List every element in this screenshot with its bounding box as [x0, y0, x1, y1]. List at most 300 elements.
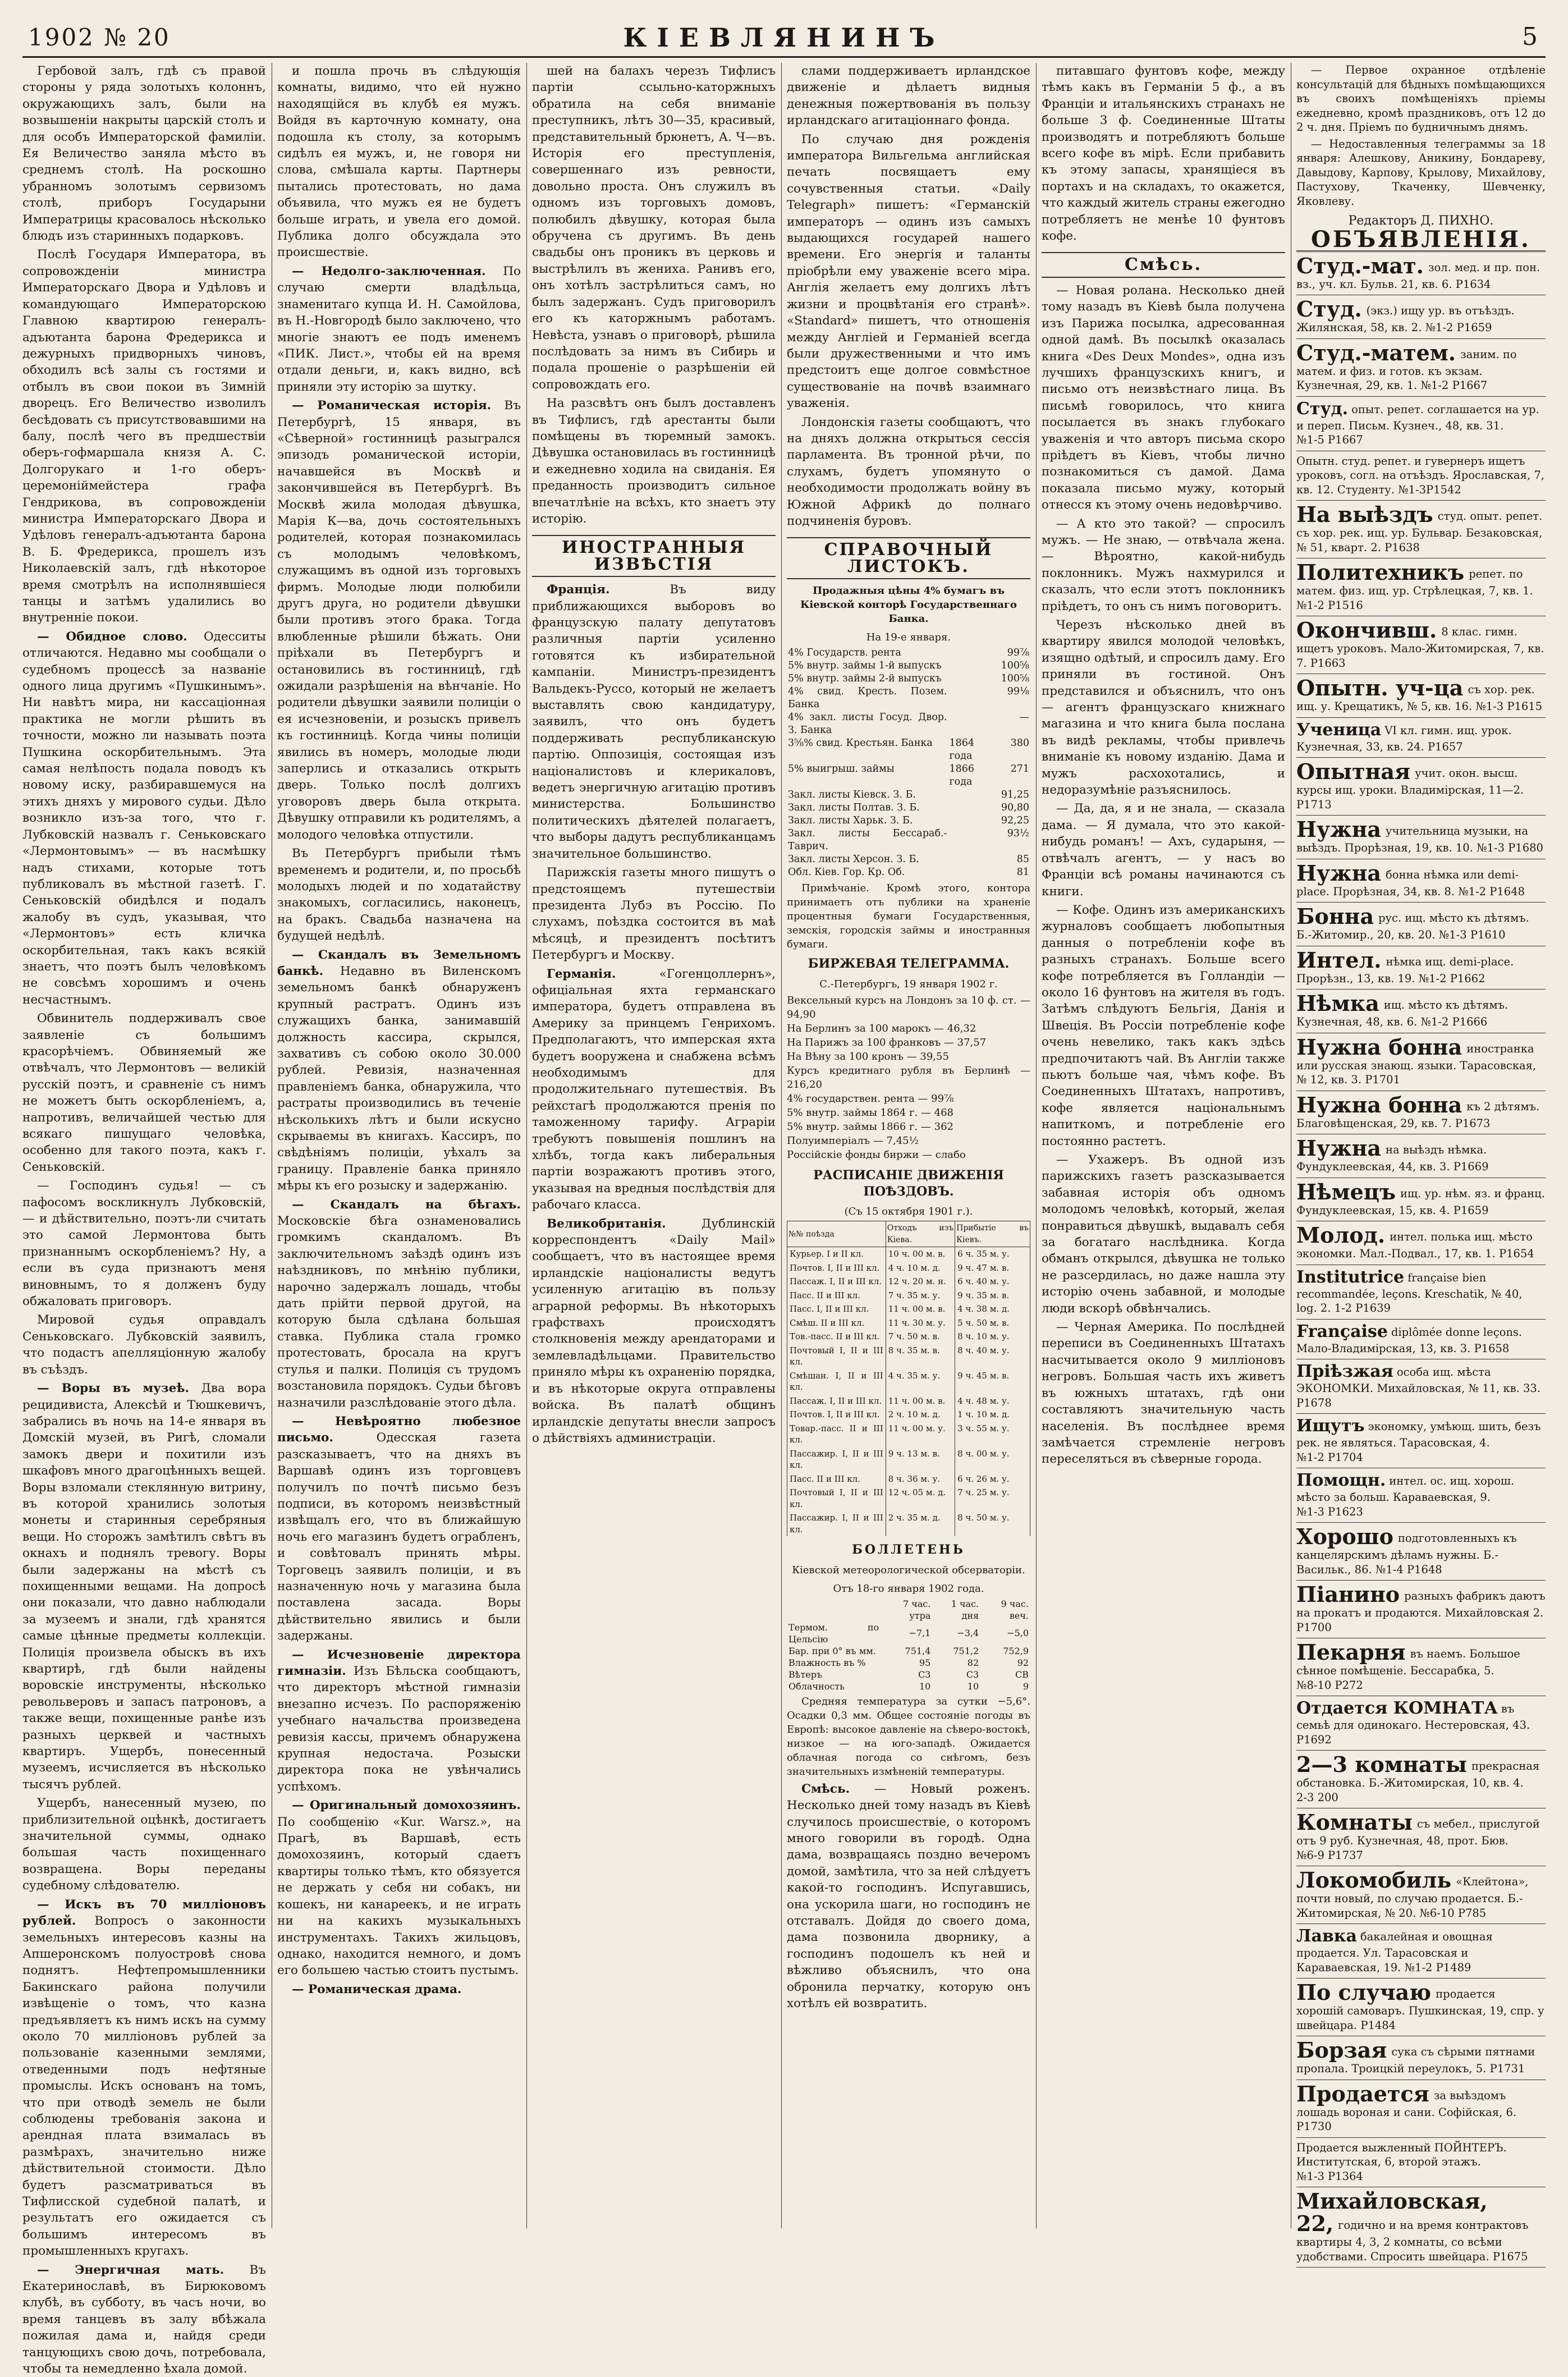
ad-keyword: Нужна [1296, 1135, 1382, 1161]
advertisement [1296, 295, 1546, 339]
advertisement [1296, 558, 1546, 616]
ad-text: ищ. мѣсто къ дѣтямъ. Кузнечная, 48, кв. 6. [1296, 999, 1509, 1029]
rates-note-cell: 1866 года [949, 763, 975, 788]
rates-note-cell [948, 659, 995, 672]
rates-value: — [1019, 712, 1029, 723]
rates-note-cell [948, 647, 995, 659]
exchange-line: Полуимперіалъ — 7,45½ [787, 1134, 919, 1147]
rates-row [787, 711, 1030, 737]
ad-code: Р1654 [1499, 1247, 1534, 1261]
ad-code: №1-3Р1542 [1398, 483, 1461, 496]
article-heading: Смѣсь. [801, 1781, 850, 1796]
article-paragraph: Ущербъ, нанесенный музею, по приблизительной оцѣнкѣ, достигаетъ значительной суммы, однако большая часть похищеннаго возвращена. Воры переданы судебному слѣдователю. [22, 1796, 266, 1893]
ad-keyword: Нужна [1296, 860, 1382, 886]
timetable-row [787, 1394, 1030, 1408]
rates-note-cell [948, 814, 995, 827]
weather-row [787, 1669, 1030, 1680]
rates-name: Закл. листы Харьк. З. Б. [788, 815, 913, 827]
rates-name: 4% закл. листы Госуд. Двор. З. Банка [788, 712, 947, 736]
article-paragraph: На разсвѣтъ онъ былъ доставленъ въ Тифлисъ, гдѣ арестанты были помѣщены въ тюремный замокъ. Дѣвушка остановилась въ гостинницѣ и ежедневно ходила на свиданія. Ея преданность производитъ сильное впечатлѣніе на всѣхъ, кто знаетъ эту исторію. [532, 396, 776, 526]
exchange-telegram-title: БИРЖЕВАЯ ТЕЛЕГРАММА. [808, 956, 1010, 972]
ad-code: Р1701 [1365, 1073, 1400, 1087]
ad-keyword: Борзая [1296, 2037, 1387, 2063]
rates-row [787, 802, 1030, 814]
article-paragraph: Изъ Бѣльска сообщаютъ, что директоръ мѣстной гимназіи внезапно исчезъ. По распоряженію учебнаго начальства произведена ревизія кассы, причемъ обнаружена крупная недостача. Розыски директора пока не увѣнчались успѣхомъ. [277, 1664, 521, 1794]
ad-keyword: Окончивш. [1296, 617, 1437, 643]
timetable-cell: 11 ч. 00 м. у. [886, 1422, 955, 1447]
ad-text: за выѣздомъ лошадь вороная и сани. Софійская, 6. [1296, 2089, 1517, 2119]
column-4 [787, 63, 1030, 2228]
ad-code: Р1675 [1492, 2250, 1528, 2263]
weather-table [787, 1598, 1030, 1692]
column-1 [22, 63, 266, 2376]
article-paragraph: Въ Екатеринославѣ, въ Бирюковомъ клубѣ, въ субботу, въ часъ ночи, во время танцевъ въ залу вбѣжала пожилая дама и, найдя среди танцующихъ свою дочь, потребовала, чтобы та немедленно ѣхала домой. [22, 2262, 266, 2376]
ad-keyword: Нѣмецъ [1296, 1179, 1396, 1204]
timetable-cell: 8 ч. 10 м. у. [955, 1330, 1030, 1344]
section-title-reference: СПРАВОЧНЫЙ ЛИСТОКЪ. [787, 537, 1030, 579]
weather-cell: 92 [1017, 1657, 1029, 1668]
rates-note-cell [948, 711, 995, 737]
ad-code: №1-2 Р1516 [1296, 598, 1363, 612]
rates-note-cell: 1864 года [949, 738, 975, 762]
article-paragraph: — А кто это такой? — спросилъ мужъ. — Не знаю, — отвѣчала жена. — Вѣроятно, какой-нибудь поклонникъ. Мужъ нахмурился и сказалъ, что если этотъ поклонникъ пріѣдетъ, то онъ съ нимъ поговоритъ. [1042, 516, 1285, 613]
exchange-telegram-date: С.-Петербургъ, 19 января 1902 г. [819, 978, 998, 990]
weather-row [787, 1680, 1030, 1692]
column-divider [1036, 63, 1037, 2228]
advertisement [1296, 616, 1546, 674]
advertisement [1296, 1265, 1546, 1320]
advertisement [1296, 946, 1546, 990]
timetable-row [787, 1486, 1030, 1511]
advertisement [1296, 1134, 1546, 1178]
ad-text: подготовленныхъ къ канцелярскимъ дѣламъ нужны. Б.-Васильк., 86. [1296, 1532, 1517, 1576]
ad-code: №1-2 Р1662 [1418, 972, 1486, 985]
timetable-cell: 2 ч. 35 м. д. [886, 1511, 955, 1536]
ad-code: Р1663 [1310, 656, 1346, 670]
ad-text: VI кл. гимн. ищ. урок. Кузнечная, 33, кв. 24. [1296, 723, 1512, 753]
rates-row [787, 672, 1030, 685]
article-paragraph: Мировой судья оправдалъ Сеньковскаго. Лубковскій заявилъ, что подастъ апелляціонную жалобу въ съѣздъ. [22, 1313, 266, 1377]
exchange-line: Вексельный курсъ на Лондонъ за 10 ф. ст. — 94,90 [787, 994, 1030, 1020]
ad-text: française bien recommandée, leçons. Kreschatik, № 40, log. 2. [1296, 1271, 1523, 1315]
rates-table [787, 647, 1030, 879]
article-heading: — Недолго-заключенная. [292, 264, 486, 278]
timetable-cell: Почтовый I, II и III кл. [787, 1344, 886, 1369]
article-heading: — Оригинальный домохозяинъ. [292, 1798, 521, 1813]
rates-row [787, 737, 1030, 763]
ad-text: съ мебел., прислугой отъ 9 руб. Кузнечная, 48, прот. Бюв. [1296, 1817, 1540, 1848]
timetable-title: РАСПИСАНІЕ ДВИЖЕНІЯ ПОѢЗДОВЪ. [813, 1167, 1004, 1199]
article-paragraph: Вопросъ о законности земельныхъ интересовъ казны на Апшеронскомъ полуостровѣ снова поднятъ. Нефтепромышленники Бакинскаго района получили извѣщеніе о томъ, что казна предъявляетъ къ нимъ искъ на сумму около 70 милліоновъ рублей за пользованіе казенными землями, отведенными подъ нефтяные промыслы. Искъ основанъ на томъ, что при отводѣ земель не были соблюдены требованія закона и арендная плата взималась въ размѣрахъ, значительно ниже дѣйствительной стоимости. Дѣло будетъ разсматриваться въ Тифлисской судебной палатѣ, и результатъ его ожидается съ большимъ интересомъ въ промышленныхъ кругахъ. [22, 1914, 266, 2259]
article-paragraph: Гербовой залъ, гдѣ съ правой стороны у ряда золотыхъ колоннъ, окружающихъ залъ, были на возвышеніи накрыты царскій столъ и для особъ Императорской фамиліи. Ея Величество заняла мѣсто въ среднемъ столѣ. На роскошно убранномъ золотымъ сервизомъ столѣ, приборъ Государыни Императрицы красовалось нѣсколько блюдъ изъ старинныхъ подарковъ. [22, 64, 266, 244]
rates-name: 3⅝% свид. Крестьян. Банка [788, 738, 933, 749]
ad-keyword: 2—3 комнаты [1296, 1752, 1467, 1778]
column-3 [532, 63, 776, 2228]
advertisement [1296, 2080, 1546, 2138]
timetable-row [787, 1247, 1030, 1261]
advertisement [1296, 1866, 1546, 1924]
timetable-cell: 8 ч. 35 м. в. [886, 1344, 955, 1369]
ad-keyword: Отдается КОМНАТА [1296, 1698, 1498, 1719]
article-heading: Великобританія. [547, 1216, 666, 1231]
advertisement [1296, 758, 1546, 816]
exchange-line: 4% государствен. рента — 99⅞ [787, 1092, 954, 1105]
timetable-row [787, 1302, 1030, 1316]
article-heading: — Искъ въ 70 милліоновъ рублей. [22, 1897, 266, 1929]
weather-header: 1 час. дня [951, 1598, 979, 1621]
article-paragraph: Два вора рецидивиста, Алексѣй и Тюшкевичъ, забрались въ ночь на 14-е января въ Домскій музей, въ Ригѣ, сломали замокъ двери и похитили изъ шкафовъ много драгоцѣнныхъ вещей. Воры взломали стеклянную витрину, въ которой хранились золотыя монеты и старинныя серебряныя вещи. Но сторожъ замѣтилъ свѣтъ въ окнахъ и поднялъ тревогу. Воры были задержаны на мѣстѣ съ похищенными вещами. На допросѣ они показали, что давно наблюдали за музеемъ и знали, гдѣ хранятся самые цѣнные предметы коллекціи. Полиція произвела обыскъ въ ихъ квартирѣ, гдѣ были найдены воровскіе инструменты, нѣсколько револьверовъ и запасъ патроновъ, а также вещи, похищенные ранѣе изъ разныхъ церквей и частныхъ квартиръ. Ущербъ, понесенный музеемъ, исчисляется въ нѣсколько тысячъ рублей. [22, 1381, 266, 1792]
rates-name: Закл. листы Полтав. З. Б. [788, 802, 920, 814]
timetable-cell: Пассажир. I, II и III кл. [787, 1511, 886, 1536]
rates-note-cell [948, 789, 995, 802]
timetable-cell: 4 ч. 48 м. у. [955, 1394, 1030, 1408]
rates-value: 99⅛ [1007, 686, 1029, 698]
ad-code: Р1678 [1296, 1396, 1332, 1409]
ad-text: иностранка или русская знающ. языки. Тарасовская, № 12, кв. 3. [1296, 1042, 1537, 1087]
timetable-cell: 6 ч. 26 м. у. [955, 1472, 1030, 1486]
article-paragraph: питавшаго фунтовъ кофе, между тѣмъ какъ въ Германіи 5 ф., а въ Франціи и итальянскихъ странахъ не больше 3 ф. Соединенные Штаты производятъ и потребляютъ больше всего кофе въ мірѣ. Если прибавить къ этому запасы, хранящіеся въ портахъ и на складахъ, то окажется, что каждый житель страны ежегодно потребляетъ не менѣе 10 фунтовъ кофе. [1042, 64, 1285, 244]
timetable-cell: Почтов. I, II и III кл. [787, 1261, 886, 1275]
ad-keyword: Ищутъ [1296, 1416, 1365, 1436]
ad-text: къ 2 дѣтямъ. Благовѣщенская, 29, кв. 7. [1296, 1100, 1540, 1130]
timetable-subtitle: (Съ 15 октября 1901 г.). [844, 1206, 973, 1218]
article-paragraph: шей на балахъ черезъ Тифлисъ партіи ссыльно-каторжныхъ обратила на себя вниманіе преступникъ, лѣтъ 30—35, красивый, представительный брюнетъ, А. Ч—въ. Исторія его преступленія, совершеннаго изъ ревности, довольно проста. Онъ служилъ въ одномъ изъ торговыхъ домовъ, полюбилъ дѣвушку, которая была обручена съ другимъ. Въ день свадьбы онъ проникъ въ церковь и выстрѣлилъ въ жениха. Ранивъ его, онъ хотѣлъ застрѣлиться самъ, но былъ задержанъ. Судъ приговорилъ его къ каторжнымъ работамъ. Невѣста, узнавъ о приговорѣ, рѣшила послѣдовать за нимъ въ Сибирь и подала прошеніе о разрѣшеніи ей сопровождать его. [532, 64, 776, 392]
ad-text: опыт. репет. соглашается на ур. и переп. Письм. Кузнеч., 48, кв. 31. [1296, 402, 1539, 432]
advertisement [1296, 1696, 1546, 1751]
timetable-cell: 1 ч. 10 м. д. [955, 1408, 1030, 1422]
notices [1296, 63, 1546, 208]
rates-value: 91,25 [1001, 789, 1029, 801]
rates-value: 85 [1016, 854, 1029, 865]
column-divider [781, 63, 782, 2228]
rates-name: 5% внутр. займы 1-й выпускъ [788, 660, 942, 672]
ad-code: Р1673 [1455, 1116, 1491, 1130]
rates-title: Продажныя цѣны 4% бумагъ въ Кіевской конторѣ Государственнаго Банка. [800, 585, 1017, 625]
ad-keyword: Бонна [1296, 904, 1374, 929]
ad-text: 8 клас. гимн. ищетъ уроковъ. Мало-Житомирская, 7, кв. 7. [1296, 625, 1544, 670]
rates-row [787, 853, 1030, 866]
ad-text: ищ. ур. нѣм. яз. и франц. Фундуклеевская, 15, кв. 4. [1296, 1187, 1545, 1217]
article-paragraph: — Да, да, я и не знала, — сказала дама. — Я думала, что это какой-нибудь романъ! — Ахъ, сударыня, — отвѣчалъ агентъ, — у насъ во Франціи всѣ романы начинаются съ книги. [1042, 802, 1285, 899]
rates-note-cell [948, 853, 995, 866]
timetable-cell: 9 ч. 47 м. в. [955, 1261, 1030, 1275]
ad-text: бонна нѣмка или demi-place. Прорѣзная, 34, кв. 8. [1296, 868, 1519, 898]
weather-cell: С3 [918, 1669, 931, 1680]
article-paragraph: — Новая ролана. Несколько дней тому назадъ въ Кіевѣ была получена изъ Парижа посылка, адресованная одной дамѣ. Въ посылкѣ оказалась книга «Des Deux Mondes», одна изъ лучшихъ французскихъ книгъ, и письмо отъ неизвѣстнаго лица. Въ письмѣ говорилось, что книга посылается въ знакъ глубокаго уваженія и что авторъ письма скоро пріѣдетъ въ Кіевъ, чтобы лично познакомиться съ дамой. Дама показала письмо мужу, который отнесся къ этому очень недовѣрчиво. [1042, 283, 1285, 512]
ad-keyword: Помощн. [1296, 1471, 1386, 1491]
ad-keyword: На выѣздъ [1296, 502, 1433, 528]
timetable-row [787, 1344, 1030, 1369]
ad-keyword: Пріѣзжая [1296, 1362, 1393, 1382]
timetable-cell: 7 ч. 50 м. в. [886, 1330, 955, 1344]
timetable-cell: 7 ч. 25 м. у. [955, 1486, 1030, 1511]
ads-list [1296, 252, 1546, 2268]
timetable-cell: 7 ч. 35 м. у. [886, 1289, 955, 1303]
exchange-line: 5% внутр. займы 1864 г. — 468 [787, 1106, 953, 1119]
column-divider [526, 63, 527, 2228]
article-heading: — Исчезновеніе директора гимназіи. [277, 1647, 521, 1678]
ad-keyword: Піанино [1296, 1582, 1400, 1607]
ad-text: прекрасная обстановка. Б.-Житомирская, 10, кв. 4. [1296, 1760, 1540, 1790]
rates-name: Закл. листы Бессараб.-Таврич. [788, 828, 947, 853]
ad-text: въ семьѣ для одинокаго. Нестеровская, 43. [1296, 1702, 1530, 1732]
timetable-row [787, 1330, 1030, 1344]
rates-row [787, 789, 1030, 802]
timetable-cell: 4 ч. 10 м. д. [886, 1261, 955, 1275]
article-heading: — Обидное слово. [37, 629, 187, 644]
timetable-cell: 9 ч. 35 м. в. [955, 1289, 1030, 1303]
ad-keyword: Ученица [1296, 720, 1382, 740]
notice: — Недоставленныя телеграммы за 18 января: Алешкову, Аникину, Бондареву, Давыдову, Карпову, Крылову, Михайлову, Пастухову, Ткаченку, Шевченку, Яковлеву. [1296, 137, 1546, 208]
rates-name: 5% внутр. займы 2-й выпускъ [788, 673, 942, 685]
ad-text: рус. ищ. мѣсто къ дѣтямъ. Б.-Житомир., 20, кв. 20. [1296, 912, 1529, 942]
ad-text: Продается выжленный ПОЙНТЕРЪ. Институтская, 6, второй этажъ. [1296, 2141, 1507, 2169]
timetable-cell: Смѣш. II и III кл. [787, 1316, 886, 1330]
article-heading: Франція. [547, 583, 610, 597]
timetable-cell: Пассажир. I, II и III кл. [787, 1447, 886, 1472]
advertisement [1296, 1359, 1546, 1414]
ad-code: Р1730 [1296, 2120, 1332, 2133]
article-heading: — Романическая драма. [292, 1982, 462, 1996]
timetable-row [787, 1472, 1030, 1486]
ad-code: №1-2 Р1659 [1425, 321, 1492, 335]
article-paragraph: Въ Петербургъ прибыли тѣмъ временемъ и родители, и, по просьбѣ молодыхъ людей и по ходатайству знакомыхъ, согласились, наконецъ, на бракъ. Свадьба назначена на будущей недѣлѣ. [277, 846, 521, 944]
rates-name: Обл. Кіев. Гор. Кр. Об. [788, 867, 905, 878]
rates-row [787, 814, 1030, 827]
advertisement [1296, 1033, 1546, 1091]
ad-code: Р1657 [1427, 740, 1463, 753]
rates-note-cell [948, 685, 995, 711]
weather-row [787, 1622, 1030, 1645]
article-paragraph: Черезъ нѣсколько дней въ квартиру явился молодой человѣкъ, изящно одѣтый, и спросилъ даму. Его приняли въ гостиной. Онъ представился и объяснилъ, что онъ — агентъ французскаго книжнаго магазина и что книга была послана въ видѣ рекламы, чтобы привлечь вниманіе къ новому изданію. Дама и мужъ расхохотались, и недоразумѣніе разъяснилось. [1042, 618, 1285, 798]
timetable-cell: 2 ч. 10 м. д. [886, 1408, 955, 1422]
weather-cell: СВ [1015, 1669, 1029, 1680]
advertisement [1296, 1808, 1546, 1866]
exchange-line: Курсъ кредитнаго рубля въ Берлинѣ — 216,20 [787, 1064, 1030, 1091]
rates-note-cell [948, 827, 995, 853]
ad-keyword: Опытная [1296, 759, 1411, 785]
ad-text: заним. по матем. и физ. и готов. къ экзам. Кузнечная, 29, кв. 1. [1296, 347, 1517, 392]
timetable-cell: 6 ч. 35 м. у. [955, 1247, 1030, 1261]
notice: — Первое охранное отдѣленіе консультацій для бѣдныхъ помѣщающихся въ своихъ помѣщеніяхъ пріемы ежедневно, кромѣ праздниковъ, отъ 12 до 2 ч. дня. Пріемъ по будничнымъ днямъ. [1296, 63, 1546, 134]
timetable-cell: 3 ч. 55 м. у. [955, 1422, 1030, 1447]
weather-cell: Влажность въ % [788, 1657, 866, 1668]
advertisement [1296, 1091, 1546, 1135]
article-heading: — Воры въ музеѣ. [37, 1381, 189, 1396]
ad-keyword: Лавка [1296, 1926, 1357, 1947]
weather-row [787, 1645, 1030, 1657]
rates-row [787, 659, 1030, 672]
rates-note-cell [948, 802, 995, 814]
ad-text: студ. опыт. репет. съ хор. рек. ищ. ур. Бульвар. Безаковская, № 51, кварт. 2. [1296, 510, 1543, 554]
ad-keyword: Опытн. уч-ца [1296, 675, 1464, 701]
ad-keyword: Institutrice [1296, 1267, 1405, 1287]
ad-keyword: Студ. [1296, 399, 1349, 419]
weather-cell: Термом. по Цельсію [788, 1622, 879, 1645]
timetable-cell: 8 ч. 40 м. у. [955, 1344, 1030, 1369]
train-timetable [787, 1221, 1030, 1536]
timetable-row [787, 1289, 1030, 1303]
advertisement [1296, 2036, 1546, 2080]
ad-code: Р1658 [1474, 1341, 1510, 1355]
timetable-row [787, 1316, 1030, 1330]
article-paragraph: Одесская газета разсказываетъ, что на дняхъ въ Варшавѣ одинъ изъ торговцевъ получилъ по почтѣ письмо безъ подписи, въ которомъ неизвѣстный извѣщалъ его, что въ ближайшую ночь его магазинъ будетъ ограбленъ, и совѣтовалъ принять мѣры. Торговецъ заявилъ полиціи, и въ назначенную ночь у магазина была поставлена засада. Воры дѣйствительно явились и были задержаны. [277, 1431, 521, 1643]
timetable-cell: Пасс. II и III кл. [787, 1289, 886, 1303]
advertisement [1296, 1221, 1546, 1265]
article-heading: — Скандалъ на бѣгахъ. [292, 1197, 521, 1212]
weather-cell: 82 [967, 1657, 979, 1668]
article-paragraph: — Ухажеръ. Въ одной изъ парижскихъ газетъ разсказывается забавная исторія объ одномъ молодомъ человѣкѣ, который, желая понравиться дѣвушкѣ, выдавалъ себя за богатаго наслѣдника. Когда обманъ открылся, дѣвушка не только не разсердилась, но даже нашла эту исторію очень забавной, и молодые люди вскорѣ обвѣнчались. [1042, 1153, 1285, 1316]
ad-text: (экз.) ищу ур. въ отъѣздъ. Жилянская, 58, кв. 2. [1296, 304, 1515, 335]
rates-value: 100⅝ [1001, 673, 1029, 685]
timetable-cell: Почтовый I, II и III кл. [787, 1486, 886, 1511]
ad-text: бакалейная и овощная продается. Ул. Тарасовская и Караваевская, 19. [1296, 1930, 1493, 1974]
exchange-line: На Парижъ за 100 франковъ — 37,57 [787, 1036, 987, 1048]
timetable-header: Прибытіе въ Кіевъ. [955, 1221, 1030, 1247]
timetable-cell: 11 ч. 00 м. в. [886, 1302, 955, 1316]
timetable-cell: 6 ч. 40 м. у. [955, 1275, 1030, 1289]
section-title-miscellany: Смѣсь. [1042, 252, 1285, 277]
weather-cell: 751,4 [905, 1645, 931, 1656]
ad-code: №1-3 Р1623 [1296, 1505, 1363, 1518]
advertisement [1296, 674, 1546, 718]
ad-text: учительница музыки, на выѣздъ. Прорѣзная, 19, кв. 10. [1296, 825, 1529, 855]
ad-code: Р1731 [1489, 2062, 1525, 2076]
ad-code: №6-9 Р1737 [1296, 1848, 1363, 1862]
bulletin-subtitle: Кіевской метеорологической обсерваторіи. [792, 1564, 1025, 1576]
rates-name: 5% выигрыш. займы [788, 763, 895, 775]
advertisement [1296, 1751, 1546, 1808]
timetable-header: №№ поѣзда [787, 1221, 886, 1247]
rates-row [787, 827, 1030, 853]
ad-code: 2-3 200 [1296, 1790, 1338, 1804]
article-heading: Германія. [547, 967, 616, 981]
advertisement [1296, 1523, 1546, 1581]
timetable-cell: 9 ч. 13 м. в. [886, 1447, 955, 1472]
timetable-cell: Почтов. I, II и III кл. [787, 1408, 886, 1422]
ad-code: №1-5 Р1667 [1296, 433, 1363, 447]
ad-text: учит. окон. высш. курсы ищ. уроки. Владимірская, 11—2. [1296, 767, 1524, 797]
article-paragraph: — Господинъ судья! — съ пафосомъ воскликнулъ Лубковскій, — и дѣйствительно, поэтъ-ли считать это самой Лермонтова быть признаннымъ оскорбленіемъ? Ну, а если въ суда признаютъ меня виновнымъ, то я долженъ буду обжаловать приговоръ. [22, 1179, 266, 1309]
ad-text: Опытн. студ. репет. и гувернеръ ищетъ уроковъ, согл. на отъѣздъ. Ярославская, 7, кв. 12. Студенту. [1296, 454, 1544, 496]
article-paragraph: Одесситы отличаются. Недавно мы сообщали о судебномъ процессѣ за названіе одного лица другимъ «Пушкинымъ». Ни навѣтъ мира, ни кассаціонная практика не могли рѣшить въ точности, можно ли называть поэта Пушкина оскорбительнымъ. Эта самая нелѣпость подала поводъ къ новому иску, разбиравшемуся на этихъ дняхъ у мирового судьи. Дѣло возникло изъ-за того, что г. Лубковскій назвалъ г. Сеньковскаго «Лермонтовымъ» — въ насмѣшку надъ стихами, которые тотъ публиковалъ въ мѣстной газетѣ. Г. Сеньковскій обидѣлся и подалъ жалобу въ судъ, указывая, что «Лермонтовъ» есть кличка оскорбительная, такъ какъ всякій знаетъ, что поэтъ былъ человѣкомъ не совсѣмъ хорошимъ и очень несчастнымъ. [22, 629, 266, 1007]
rates-name: Закл. листы Кіевск. З. Б. [788, 789, 916, 801]
timetable-row [787, 1447, 1030, 1472]
rates-row [787, 866, 1030, 879]
ad-code: Р1484 [1360, 2018, 1396, 2032]
weather-cell: −7,1 [909, 1628, 931, 1639]
ad-keyword: Михайловская, 22, [1296, 2188, 1488, 2237]
ad-code: Р1638 [1384, 541, 1420, 554]
ad-code: 1-2 Р1639 [1334, 1302, 1391, 1315]
weather-cell: 95 [919, 1657, 931, 1668]
ad-text: съ хор. рек. ищ. у. Крещатикъ, № 5, кв. 16. [1296, 683, 1535, 713]
ad-code: №1-2 Р1667 [1420, 379, 1488, 392]
editor-line: Редакторъ Д. ПИХНО. [1348, 214, 1494, 228]
weather-cell: 751,2 [953, 1645, 979, 1656]
advertisement [1296, 1581, 1546, 1638]
ad-code: №1-2 Р1489 [1404, 1961, 1471, 1974]
ad-code: №1-3 Р1610 [1438, 928, 1506, 942]
article-paragraph: Послѣ Государя Императора, въ сопровожденіи министра Императорскаго Двора и Удѣловъ и командующаго Императорскою Главною квартирою генералъ-адъютанта барона Фредерикса и дежурныхъ придворныхъ чиновъ, обходилъ всѣ залы съ гостями и отбылъ въ свои покои въ Зимній дворецъ. Его Величество изволилъ бесѣдовать съ присутствовавшими на балу, послѣ чего въ предшествіи оберъ-гофмаршала князя А. С. Долгорукаго и 1-го оберъ-церемоніймейстера графа Гендрикова, въ сопровожденіи министра Императорскаго Двора и Удѣловъ генералъ-адъютанта барона В. Б. Фредерикса, прошелъ изъ Николаевскій залъ, гдѣ нѣкоторое время смотрѣлъ на исполнявшіеся танцы и затѣмъ удалились во внутренніе покои. [22, 248, 266, 625]
timetable-cell: 11 ч. 30 м. у. [886, 1316, 955, 1330]
timetable-cell: Пассаж. I, II и III кл. [787, 1275, 886, 1289]
timetable-cell: 4 ч. 35 м. у. [886, 1369, 955, 1394]
rates-value: 271 [1010, 763, 1029, 775]
rates-row [787, 647, 1030, 659]
ad-code: №1-3 Р1680 [1477, 841, 1543, 855]
timetable-cell: 8 ч. 36 м. у. [886, 1472, 955, 1486]
weather-header [787, 1598, 881, 1622]
ad-text: diplômée donne leçons. Мало-Владимірская, 13, кв. 3. [1296, 1325, 1523, 1355]
column-6-advertisements [1296, 63, 1546, 2263]
timetable-cell: Товар.-пасс. II и III кл. [787, 1422, 886, 1447]
exchange-line: Россійскіе фонды биржи — слабо [787, 1148, 966, 1161]
timetable-cell: 4 ч. 38 м. д. [955, 1302, 1030, 1316]
timetable-cell: 12 ч. 20 м. н. [886, 1275, 955, 1289]
advertisement [1296, 1638, 1546, 1696]
advertisement [1296, 451, 1546, 501]
article-paragraph: Парижскія газеты много пишутъ о предстоящемъ путешествіи президента Лубэ въ Россію. По слухамъ, поѣздка состоится въ маѣ мѣсяцѣ, и президентъ посѣтитъ Петербургъ и Москву. [532, 865, 776, 963]
ad-keyword: Комнаты [1296, 1810, 1413, 1835]
ad-code: №1-4 Р1648 [1375, 1563, 1442, 1576]
advertisement [1296, 903, 1546, 946]
ad-code: Р1713 [1296, 798, 1332, 811]
exchange-telegram-list [787, 993, 1030, 1162]
ad-text: интел. полька ищ. мѣсто экономки. Мал.-Подвал., 17, кв. 1. [1296, 1230, 1533, 1261]
timetable-cell: Пасс. I, II и III кл. [787, 1302, 886, 1316]
rates-value: 93½ [1007, 828, 1029, 840]
ad-text: особа ищ. мѣста ЭКОНОМКИ. Михайловская, № 11, кв. 33. [1296, 1366, 1541, 1395]
ad-text: интел. ос. ищ. хорош. мѣсто за больш. Караваевская, 9. [1296, 1474, 1515, 1504]
ad-text: сука съ сѣрыми пятнами пропала. Троицкій переулокъ, 5. [1296, 2045, 1535, 2076]
exchange-line: На Берлинъ за 100 марокъ — 46,32 [787, 1022, 976, 1034]
article-heading: — Скандалъ въ Земельномъ банкѣ. [277, 947, 521, 978]
bulletin-title: БОЛЛЕТЕНЬ [852, 1542, 965, 1558]
advertisement [1296, 1414, 1546, 1468]
article-paragraph: «Гогенцоллернъ», офиціальная яхта германскаго императора, будетъ отправлена въ Америку за принцемъ Генрихомъ. Предполагаютъ, что имперская яхта будетъ вооружена и снабжена всѣмъ необходимымъ для продолжительнаго путешествія. Въ рейхстагѣ продолжаются пренія по таможенному тарифу. Аграріи требуютъ повышенія пошлинъ на хлѣбъ, тогда какъ либеральныя партіи возражаютъ противъ этого, указывая на вредныя послѣдствія для рабочаго класса. [532, 967, 776, 1212]
article-heading: — Энергичная мать. [37, 2262, 224, 2277]
ad-code: №1-3 Р1615 [1475, 700, 1543, 713]
advertisement [1296, 859, 1546, 903]
timetable-cell: Смѣшан. I, II и III кл. [787, 1369, 886, 1394]
rates-value: 81 [1016, 867, 1029, 878]
ad-code: №1-2 Р1666 [1420, 1015, 1488, 1029]
article-paragraph: Лондонскія газеты сообщаютъ, что на дняхъ должна открыться сессія парламента. Въ тронной рѣчи, по слухамъ, будетъ упомянуто о необходимости продолжать войну въ Южной Африкѣ до полнаго подчиненія буровъ. [787, 415, 1030, 528]
column-5 [1042, 63, 1285, 2228]
ad-keyword: Студ. [1296, 296, 1362, 322]
article-paragraph: Московскіе бѣга ознаменовались громкимъ скандаломъ. Въ заключительномъ заѣздѣ одинъ изъ наѣздниковъ, по мнѣнію публики, нарочно задержалъ лошадь, чтобы дать прійти первой другой, на которую была сдѣлана большая ставка. Публика стала громко протестовать, бросала на кругъ стулья и палки. Полиція съ трудомъ возстановила порядокъ. Судьи бѣговъ назначили разслѣдованіе этого дѣла. [277, 1214, 521, 1410]
article-paragraph: По случаю смерти владѣльца, знаменитаго купца И. Н. Самойлова, въ Н.-Новгородѣ было заключено, что многіе знаютъ ее подъ именемъ «ПИК. Лист.», чтобы ей на время отдали деньги, и, какъ видно, всѣ приняли эту исторію за шутку. [277, 264, 521, 394]
rates-value: 380 [1010, 738, 1029, 749]
timetable-row [787, 1422, 1030, 1447]
weather-cell: Бар. при 0° въ мм. [788, 1645, 876, 1656]
timetable-cell: 11 ч. 00 м. в. [886, 1394, 955, 1408]
ad-keyword: Нѣмка [1296, 991, 1379, 1016]
ad-code: Р1634 [1455, 277, 1491, 291]
rates-name: 4% свид. Кресть. Позем. Банка [788, 686, 947, 711]
ad-keyword: Студ.-матем. [1296, 340, 1456, 365]
rates-row [787, 685, 1030, 711]
ad-code: Р1700 [1296, 1620, 1332, 1634]
masthead [22, 20, 1546, 58]
weather-cell: 752,9 [1003, 1645, 1029, 1656]
ad-text: въ наемъ. Большое сѣнное помѣщеніе. Бессарабка, 5. [1296, 1647, 1520, 1678]
weather-cell: 10 [919, 1680, 931, 1692]
advertisement [1296, 1178, 1546, 1222]
article-paragraph: По сообщенію «Kur. Warsz.», на Прагѣ, въ Варшавѣ, есть домохозяинъ, который сдаетъ квартиры только тѣмъ, кто обязуется не держать у себя ни собакъ, ни кошекъ, ни канареекъ, и не играть ни на какихъ музыкальныхъ инструментахъ. Такихъ жильцовъ, однако, находится немного, и домъ его большею частью стоитъ пустымъ. [277, 1815, 521, 1978]
advertisement [1296, 816, 1546, 859]
